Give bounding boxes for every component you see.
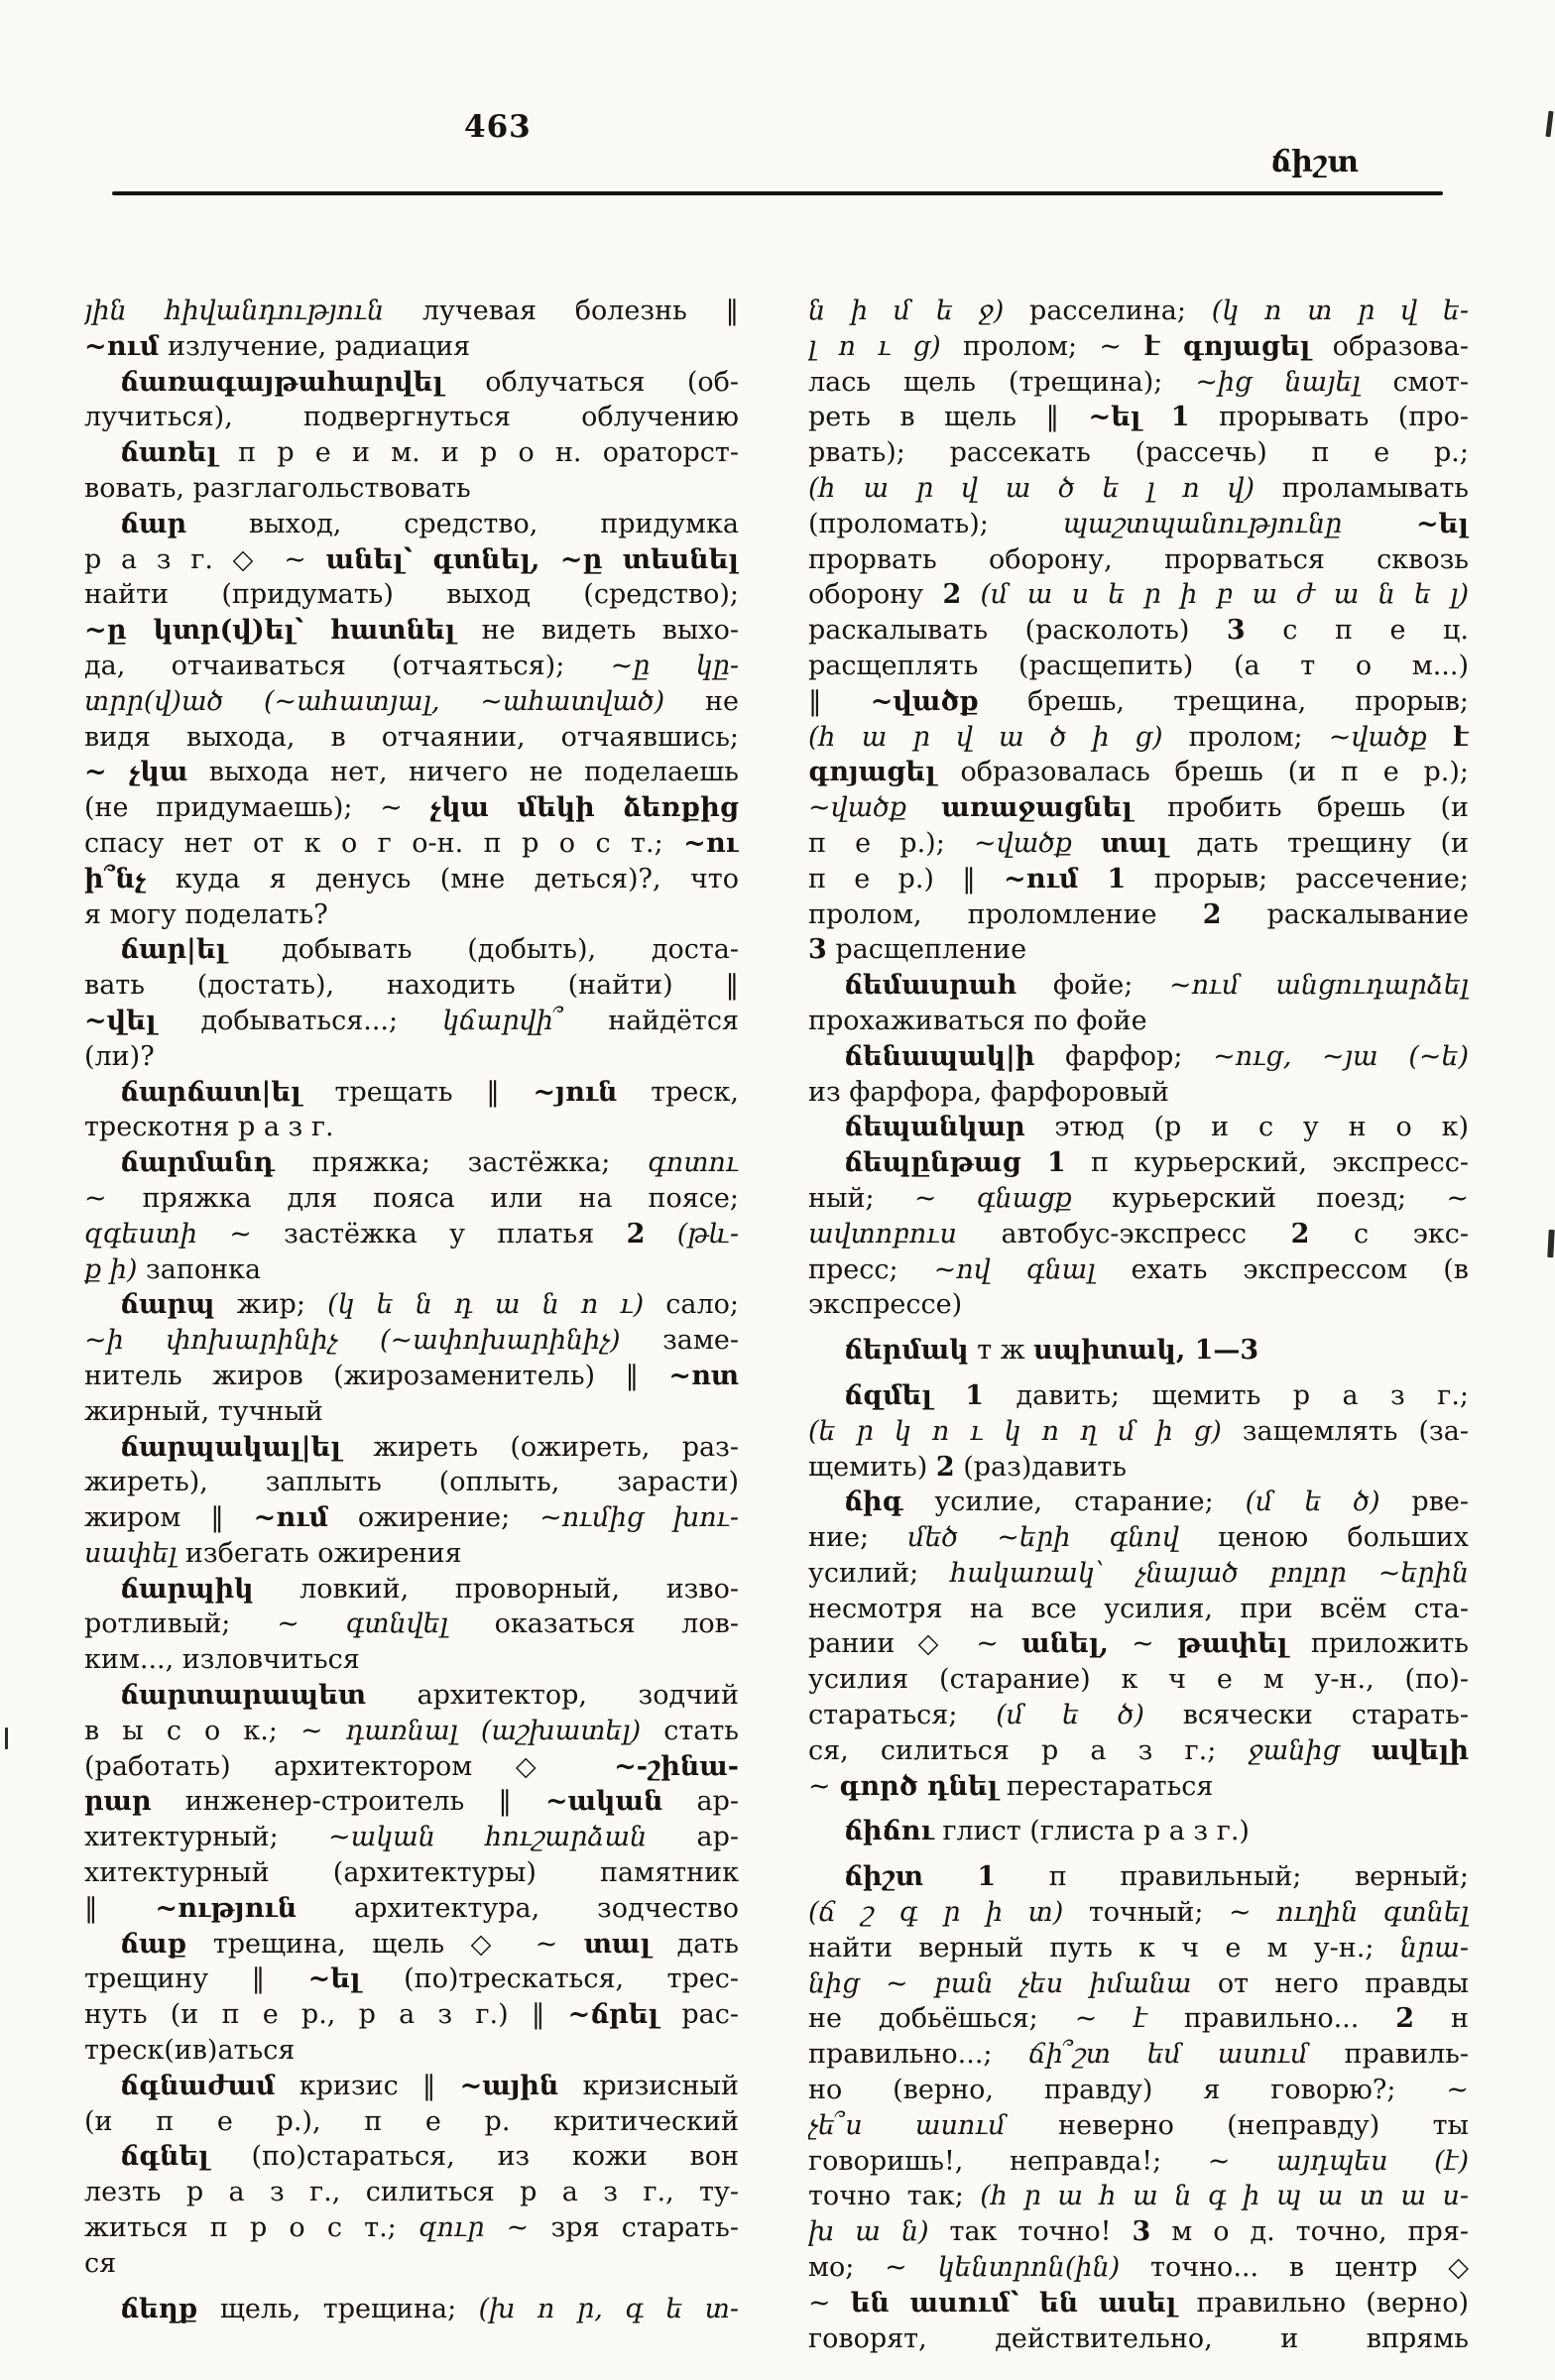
text-line: ճարճատ|ել трещать ‖ ~յուն треск, xyxy=(120,1076,739,1108)
text-line: ճառել п р е и м. и р о н. ораторст- xyxy=(120,437,739,469)
text-line: ~ի փոխարինիչ (~ափոխարինիչ) заме- xyxy=(84,1325,739,1357)
text-line: да, отчаиваться (отчаяться); ~ը կը- xyxy=(84,650,739,681)
text-line: խ ա ն) так точно! 3 м о д. точно, пря- xyxy=(808,2216,1469,2248)
text-line: жиром ‖ ~ում ожирение; ~ումից խու- xyxy=(84,1502,739,1534)
text-line: щемить) 2 (раз)давить xyxy=(808,1451,1127,1483)
text-line: ~ пряжка для пояса или на поясе; xyxy=(84,1182,739,1214)
text-line: յին հիվանդություն лучевая болезнь ‖ xyxy=(84,296,739,326)
text-line: ճեպանկար этюд (р и с у н о к) xyxy=(844,1112,1469,1143)
text-line: усилия (старание) к ч е м у-н., (по)- xyxy=(808,1664,1469,1696)
text-line: жиреть), заплыть (оплыть, зарасти) xyxy=(84,1467,739,1498)
text-line: ~վել добываться...; կճարվի՞ найдётся xyxy=(84,1005,739,1036)
text-line: (հ ա ր վ ա ծ ե լ ո վ) проламывать xyxy=(808,472,1469,504)
text-line: ճար выход, средство, придумка xyxy=(120,508,739,539)
text-line: ный; ~ գնացք курьерский поезд; ~ xyxy=(808,1182,1469,1214)
text-line: в ы с о к.; ~ դառնալ (աշխատել) стать xyxy=(84,1715,739,1746)
text-line: ճիգ усилие, старание; (մ ե ծ) рве- xyxy=(844,1487,1469,1518)
text-line: точно так; (հ ր ա հ ա ն գ ի պ ա տ ա ս- xyxy=(808,2181,1469,2212)
scan-artifact xyxy=(5,1727,8,1749)
text-line: р а з г. ◇ ~ անել՝ գտնել, ~ը տեսնել xyxy=(84,543,739,575)
text-line: ким..., изловчиться xyxy=(84,1644,360,1676)
text-line: лезть р а з г., силиться р а з г., ту- xyxy=(84,2177,739,2208)
text-line: ~վածք առաջացնել пробить брешь (и xyxy=(808,792,1469,824)
text-line: ~ը կտր(վ)ել՝ հատնել не видеть выхо- xyxy=(84,615,739,647)
text-line: ротливый; ~ գտնվել оказаться лов- xyxy=(84,1608,739,1640)
text-line: ся, силиться р а з г.; ջանից ավելի xyxy=(808,1734,1469,1766)
text-line: говоришь!, неправда!; ~ այդպես (է) xyxy=(808,2145,1469,2177)
text-line: пресс; ~ով գնալ ехать экспрессом (в xyxy=(808,1253,1469,1285)
text-line: мо; ~ կենտրոն(ին) точно... в центр ◇ xyxy=(808,2252,1469,2284)
text-line: ճարմանդ пряжка; застёжка; գոտու xyxy=(120,1147,739,1179)
text-line: говорят, действительно, и впрямь xyxy=(808,2322,1469,2354)
text-line: 3 расщепление xyxy=(808,934,1027,966)
text-line: ~ գործ դնել перестараться xyxy=(808,1770,1214,1802)
text-line: ճեպընթաց 1 п курьерский, экспресс- xyxy=(844,1147,1469,1179)
text-line: но (верно, правду) я говорю?; ~ xyxy=(808,2075,1469,2106)
text-line: реть в щель ‖ ~ել 1 прорывать (про- xyxy=(808,402,1469,433)
text-line: вать (достать), находить (найти) ‖ xyxy=(84,970,739,1002)
text-line: զգեստի ~ застёжка у платья 2 (թև- xyxy=(84,1218,739,1250)
text-line: ճգնել (по)стараться, из кожи вон xyxy=(120,2141,739,2173)
text-line: хитектурный; ~ական հուշարձան ар- xyxy=(84,1822,739,1853)
text-line: стараться; (մ ե ծ) всячески старать- xyxy=(808,1700,1469,1731)
text-line: ճարպակալ|ել жиреть (ожиреть, раз- xyxy=(120,1431,739,1463)
text-line: я могу поделать? xyxy=(84,898,328,930)
text-line: трескотня р а з г. xyxy=(84,1112,334,1143)
text-line: несмотря на все усилия, при всём ста- xyxy=(808,1593,1469,1624)
left-column xyxy=(84,294,739,2356)
text-line: ճիճու глист (глиста р а з г.) xyxy=(844,1816,1250,1847)
scan-artifact xyxy=(1547,1230,1554,1257)
text-line: ի՞նչ куда я денусь (мне деться)?, что xyxy=(84,863,739,894)
text-line: найти верный путь к ч е м у-н.; նրա- xyxy=(808,1932,1469,1964)
text-line: ք ի) запонка xyxy=(84,1253,262,1285)
text-line: սափել избегать ожирения xyxy=(84,1537,462,1569)
text-line: житься п р о с т.; զուր ~ зря старать- xyxy=(84,2212,739,2244)
text-line: усилий; հակառակ՝ չնայած բոլոր ~երին xyxy=(808,1557,1469,1589)
text-line: ‖ ~վածք брешь, трещина, прорыв; xyxy=(808,685,1469,717)
text-line: п е р.); ~վածք տալ дать трещину (и xyxy=(808,827,1469,859)
text-line: вовать, разглагольствовать xyxy=(84,472,471,504)
text-line: лась щель (трещина); ~ից նայել смот- xyxy=(808,366,1469,398)
text-line: ճարտարապետ архитектор, зодчий xyxy=(120,1680,739,1712)
text-line: ճգնաժամ кризис ‖ ~ային кризисный xyxy=(120,2070,739,2101)
text-line: ն ի մ ե ջ) расселина; (կ ո տ ր վ ե- xyxy=(808,296,1469,326)
text-line: ճար|ել добывать (добыть), доста- xyxy=(120,934,739,966)
text-line: правильно...; ճի՞շտ եմ ասում правиль- xyxy=(808,2039,1469,2071)
text-line: ճաք трещина, щель ◇ ~ տալ дать xyxy=(120,1928,739,1960)
text-line: նից ~ բան չես իմանա от него правды xyxy=(808,1967,1469,1999)
text-line: найти (придумать) выход (средство); xyxy=(84,579,739,611)
text-line: (ե ր կ ո ւ կ ո ղ մ ի ց) защемлять (за- xyxy=(808,1415,1469,1447)
text-line: (հ ա ր վ ա ծ ի ց) пролом; ~վածք է xyxy=(808,721,1469,753)
text-line: ճենապակ|ի фарфор; ~ուց, ~յա (~ե) xyxy=(844,1040,1469,1072)
text-line: рании ◇ ~ անել, ~ թափել приложить xyxy=(808,1628,1469,1660)
text-line: ճարպ жир; (կ ե ն դ ա ն ո ւ) сало; xyxy=(120,1289,739,1321)
text-line: (ճ շ գ ր ի տ) точный; ~ ուղին գտնել xyxy=(808,1897,1469,1929)
text-line: ճզմել 1 давить; щемить р а з г.; xyxy=(844,1379,1469,1411)
text-line: не добьёшься; ~ է правильно... 2 н xyxy=(808,2003,1469,2035)
text-line: нуть (и п е р., р а з г.) ‖ ~ճրել рас- xyxy=(84,1999,739,2031)
text-line: ճարպիկ ловкий, проворный, изво- xyxy=(120,1573,739,1605)
page-number: 463 xyxy=(464,109,532,145)
text-line: прохаживаться по фойе xyxy=(808,1005,1147,1036)
text-line: լ ո ւ ց) пролом; ~ է գոյացել образова- xyxy=(808,330,1469,362)
text-line: (и п е р.), п е р. критический xyxy=(84,2105,739,2137)
text-line: (ли)? xyxy=(84,1040,155,1072)
text-line: лучиться), подвергнуться облучению xyxy=(84,402,739,433)
text-line: ся xyxy=(84,2247,117,2279)
text-line: пролом, проломление 2 раскалывание xyxy=(808,898,1469,930)
text-line: п е р.) ‖ ~ում 1 прорыв; рассечение; xyxy=(808,863,1469,894)
text-line: ճիշտ 1 п правильный; верный; xyxy=(844,1861,1469,1893)
text-line: տրր(վ)ած (~ահատյալ, ~ահատված) не xyxy=(84,685,739,717)
text-line: трещину ‖ ~ել (по)трескаться, трес- xyxy=(84,1964,739,1995)
text-columns xyxy=(84,294,1473,2356)
text-line: хитектурный (архитектуры) памятник xyxy=(84,1857,739,1889)
text-line: рвать); рассекать (рассечь) п е р.; xyxy=(808,437,1469,469)
text-line: расщеплять (расщепить) (а т о м...) xyxy=(808,650,1469,681)
text-line: գոյացել образовалась брешь (и п е р.); xyxy=(808,757,1469,788)
text-line: треск(ив)аться xyxy=(84,2035,296,2067)
text-line: ~ում излучение, радиация xyxy=(84,330,471,362)
text-line: спасу нет от к о г о-н. п р о с т.; ~ու xyxy=(84,827,739,859)
scan-artifact xyxy=(1545,111,1553,137)
text-line: (проломать); պաշտպանությունը ~ել xyxy=(808,508,1469,539)
guide-word: ճիշտ xyxy=(1270,145,1359,179)
text-line: (не придумаешь); ~ չկա մեկի ձեռքից xyxy=(84,792,739,824)
text-line: ճեղք щель, трещина; (խ ո ր, գ ե տ- xyxy=(120,2293,739,2324)
text-line: ~ չկա выхода нет, ничего не поделаешь xyxy=(84,757,739,788)
header-rule xyxy=(112,191,1443,195)
text-line: ճառագայթահարվել облучаться (об- xyxy=(120,366,739,398)
text-line: раскалывать (расколоть) 3 с п е ц. xyxy=(808,615,1469,647)
text-line: ավտոբուս автобус-экспресс 2 с экс- xyxy=(808,1218,1469,1250)
text-line: оборону 2 (մ ա ս ե ր ի բ ա ժ ա ն ե լ) xyxy=(808,579,1469,611)
text-line: жирный, тучный xyxy=(84,1395,323,1427)
text-line: из фарфора, фарфоровый xyxy=(808,1076,1169,1108)
text-line: ճեմասրահ фойе; ~ում անցուդարձել xyxy=(844,970,1469,1002)
text-line: ~ են ասում՝ են ասել правильно (верно) xyxy=(808,2287,1469,2319)
text-line: нитель жиров (жирозаменитель) ‖ ~ոտ xyxy=(84,1360,739,1391)
text-line: ние; մեծ ~երի գնով ценою больших xyxy=(808,1522,1469,1554)
text-line: ‖ ~ություն архитектура, зодчество xyxy=(84,1892,739,1924)
text-line: экспрессе) xyxy=(808,1289,963,1321)
text-line: прорвать оборону, прорваться сквозь xyxy=(808,543,1469,575)
text-line: ճերմակ т ж սպիտակ, 1—3 xyxy=(844,1335,1259,1367)
text-line: (работать) архитектором ◇ ~-շինա- xyxy=(84,1750,739,1782)
text-line: րար инженер-строитель ‖ ~ական ар- xyxy=(84,1786,739,1818)
text-line: չե՞ս ասում неверно (неправду) ты xyxy=(808,2109,1469,2141)
text-line: видя выхода, в отчаянии, отчаявшись; xyxy=(84,721,739,753)
right-column xyxy=(808,294,1469,2356)
